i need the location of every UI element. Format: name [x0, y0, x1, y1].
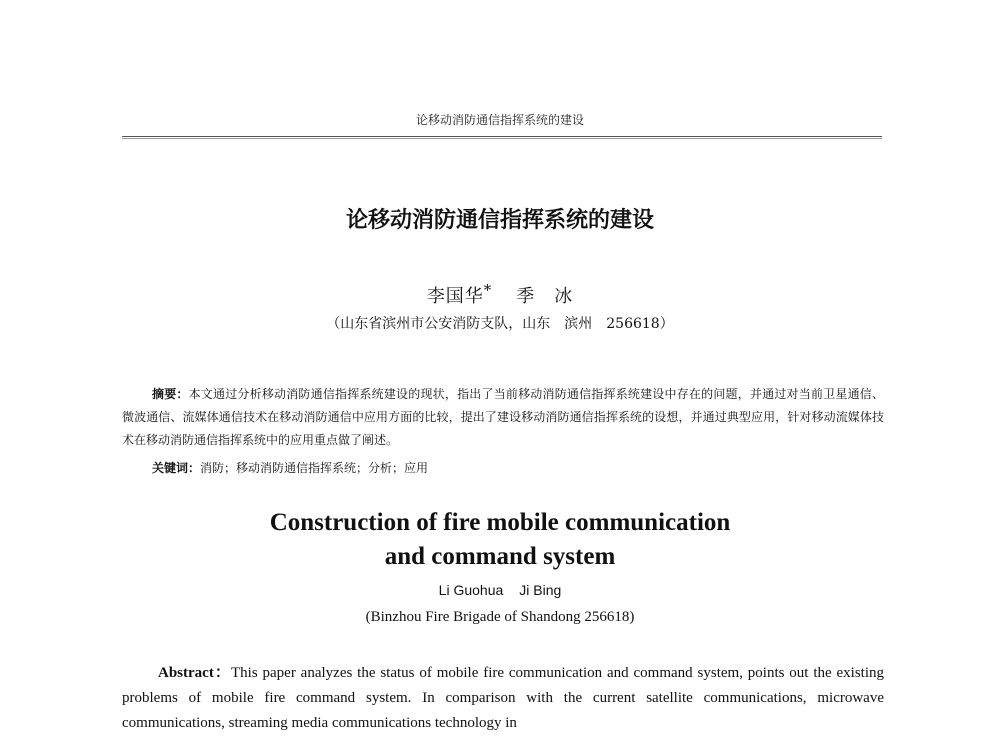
paper-title-cn: 论移动消防通信指挥系统的建设 [345, 208, 654, 233]
header-rule-secondary [122, 138, 882, 139]
keywords-cn-text: 消防；移动消防通信指挥系统；分析；应用 [200, 461, 429, 475]
author-2-cn: 季 冰 [516, 286, 574, 307]
keywords-cn [152, 459, 882, 476]
corresponding-author-mark: * [483, 281, 493, 299]
abstract-en-text: This paper analyzes the status of mobile fire communication and command system, points out the existing problems of mobile fire command system. In comparison with the current satellite communications, microwave communications, streaming media communications technology in [122, 665, 884, 731]
authors-cn [0, 281, 1000, 308]
abstract-cn [122, 383, 884, 452]
abstract-en-label: Abstract： [158, 665, 232, 681]
affiliation-en: (Binzhou Fire Brigade of Shandong 256618) [365, 609, 635, 625]
paper-title-en-line-2: and command system [384, 543, 616, 570]
author-1-en: Li Guohua [438, 582, 504, 598]
abstract-en [122, 661, 884, 736]
paper-title-en [0, 506, 1000, 574]
abstract-cn-text: 本文通过分析移动消防通信指挥系统建设的现状，指出了当前移动消防通信指挥系统建设中存在的问题，并通过对当前卫星通信、微波通信、流媒体通信技术在移动消防通信中应用方面的比较，提出了建设移动消防通信指挥系统的设想，并通过典型应用，针对移动流媒体技术在移动消防通信指挥系统中的应用重点做了阐述。 [122, 387, 884, 447]
affiliation-cn: （山东省滨州市公安消防支队，山东 滨州 256618） [326, 316, 674, 332]
paper-title-en-line-1: Construction of fire mobile communication [269, 509, 731, 536]
author-1-cn: 李国华 [426, 286, 484, 307]
header-rule [122, 136, 882, 137]
authors-en [0, 582, 1000, 598]
author-2-en: Ji Bing [519, 582, 562, 598]
abstract-cn-label: 摘要： [152, 387, 189, 401]
keywords-cn-label: 关键词： [152, 461, 201, 475]
running-head: 论移动消防通信指挥系统的建设 [415, 113, 584, 127]
